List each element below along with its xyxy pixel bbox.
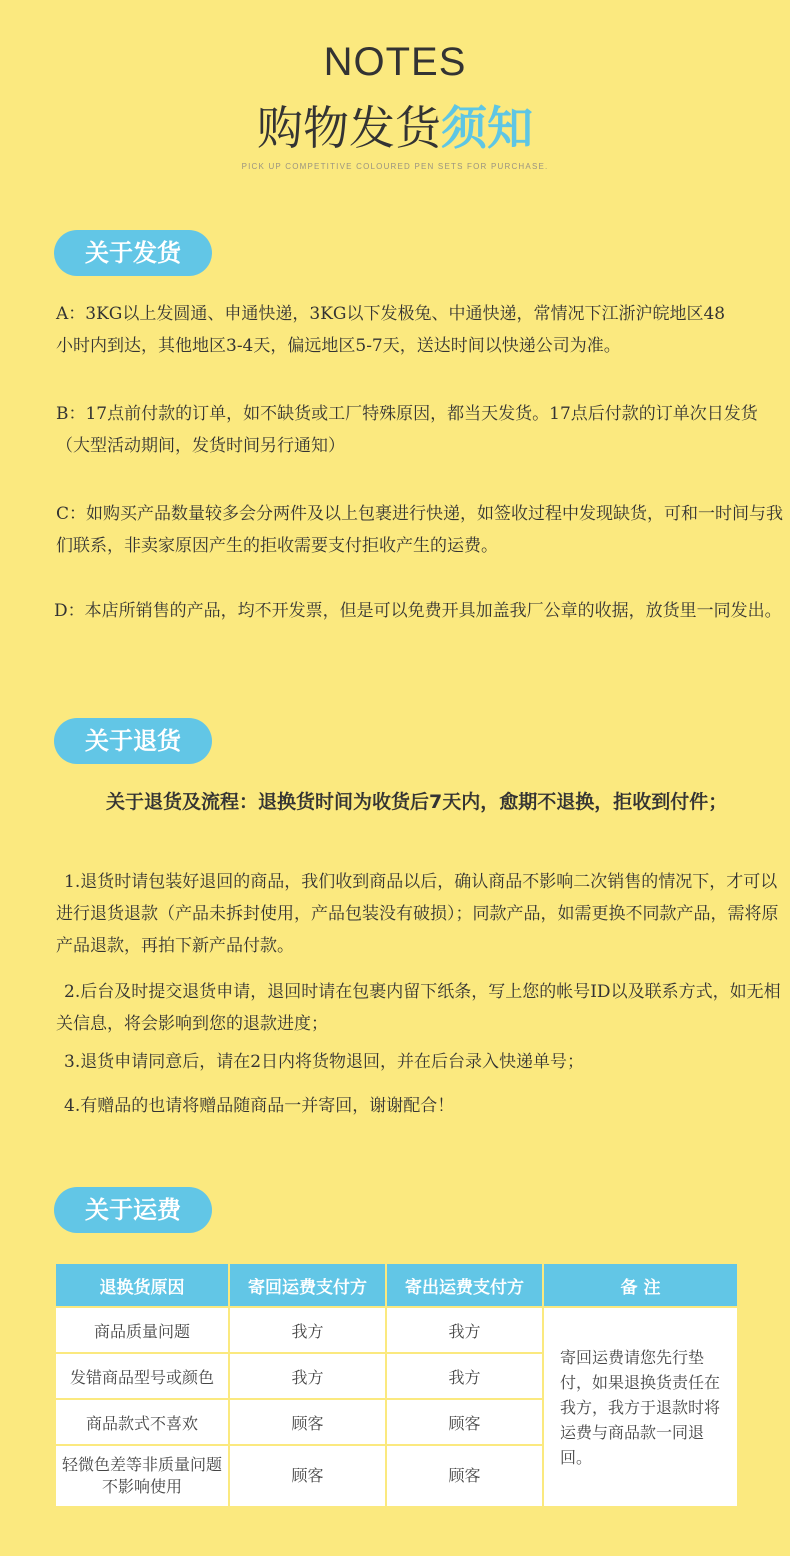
freight-table-header (55, 1263, 738, 1307)
shipping-note-c: C：如购买产品数量较多会分两件及以上包裹进行快递，如签收过程中发现缺货，可和一时间与我们联系，非卖家原因产生的拒收需要支付拒收产生的运费。 (56, 504, 784, 556)
shipping-note-d: D：本店所销售的产品，均不开发票，但是可以免费开具加盖我厂公章的收据，放货里一同发出。 (54, 601, 782, 621)
returns-intro: 关于退货及流程：退换货时间为收货后7天内，愈期不退换，拒收到付件； (106, 791, 728, 813)
cell-return-payer: 顾客 (229, 1399, 386, 1445)
page-title-main: 购物发货 (257, 101, 441, 155)
cell-reason: 发错商品型号或颜色 (55, 1353, 229, 1399)
notes-heading: NOTES (323, 40, 467, 84)
section-label-freight: 关于运费 (54, 1187, 212, 1233)
header-send-payer: 寄出运费支付方 (386, 1263, 543, 1307)
cell-return-payer: 我方 (229, 1353, 386, 1399)
section-label-shipping: 关于发货 (54, 230, 212, 276)
returns-item-2: 2.后台及时提交退货申请，退回时请在包裹内留下纸条，写上您的帐号ID以及联系方式，如无相关信息，将会影响到您的退款进度； (56, 982, 781, 1034)
cell-send-payer: 顾客 (386, 1445, 543, 1507)
section-label-returns: 关于退货 (54, 718, 212, 764)
returns-item-3: 3.退货申请同意后，请在2日内将货物退回，并在后台录入快递单号； (64, 1052, 585, 1072)
cell-return-payer: 顾客 (229, 1445, 386, 1507)
cell-send-payer: 顾客 (386, 1399, 543, 1445)
header-remark: 备 注 (543, 1263, 738, 1307)
cell-return-payer: 我方 (229, 1307, 386, 1353)
cell-reason: 商品质量问题 (55, 1307, 229, 1353)
page-title-accent: 须知 (441, 101, 533, 155)
returns-item-1: 1.退货时请包装好退回的商品，我们收到商品以后，确认商品不影响二次销售的情况下，才可以进行退货退款（产品未拆封使用，产品包装没有破损）；同款产品，如需更换不同款产品，需将原产品退款，再拍下新产品付款。 (56, 872, 779, 956)
cell-reason: 轻微色差等非质量问题不影响使用 (55, 1445, 229, 1507)
returns-item-4: 4.有赠品的也请将赠品随商品一并寄回，谢谢配合！ (64, 1096, 455, 1116)
cell-reason: 商品款式不喜欢 (55, 1399, 229, 1445)
cell-remark: 寄回运费请您先行垫付，如果退换货责任在我方，我方于退款时将运费与商品款一同退回。 (543, 1307, 738, 1507)
cell-send-payer: 我方 (386, 1353, 543, 1399)
header-reason: 退换货原因 (55, 1263, 229, 1307)
freight-table (54, 1262, 739, 1508)
page-title (0, 92, 790, 158)
table-row (55, 1307, 738, 1353)
page-subtitle: PICK UP COMPETITIVE COLOURED PEN SETS FOR PURCHASE. (241, 162, 549, 171)
shipping-note-a: A：3KG以上发圆通、申通快递，3KG以下发极兔、中通快递，常情况下江浙沪皖地区48小时内到达，其他地区3-4天，偏远地区5-7天，送达时间以快递公司为准。 (56, 304, 726, 356)
cell-send-payer: 我方 (386, 1307, 543, 1353)
header-return-payer: 寄回运费支付方 (229, 1263, 386, 1307)
shipping-note-b: B：17点前付款的订单，如不缺货或工厂特殊原因，都当天发货。17点后付款的订单次日发货（大型活动期间，发货时间另行通知） (56, 404, 758, 456)
